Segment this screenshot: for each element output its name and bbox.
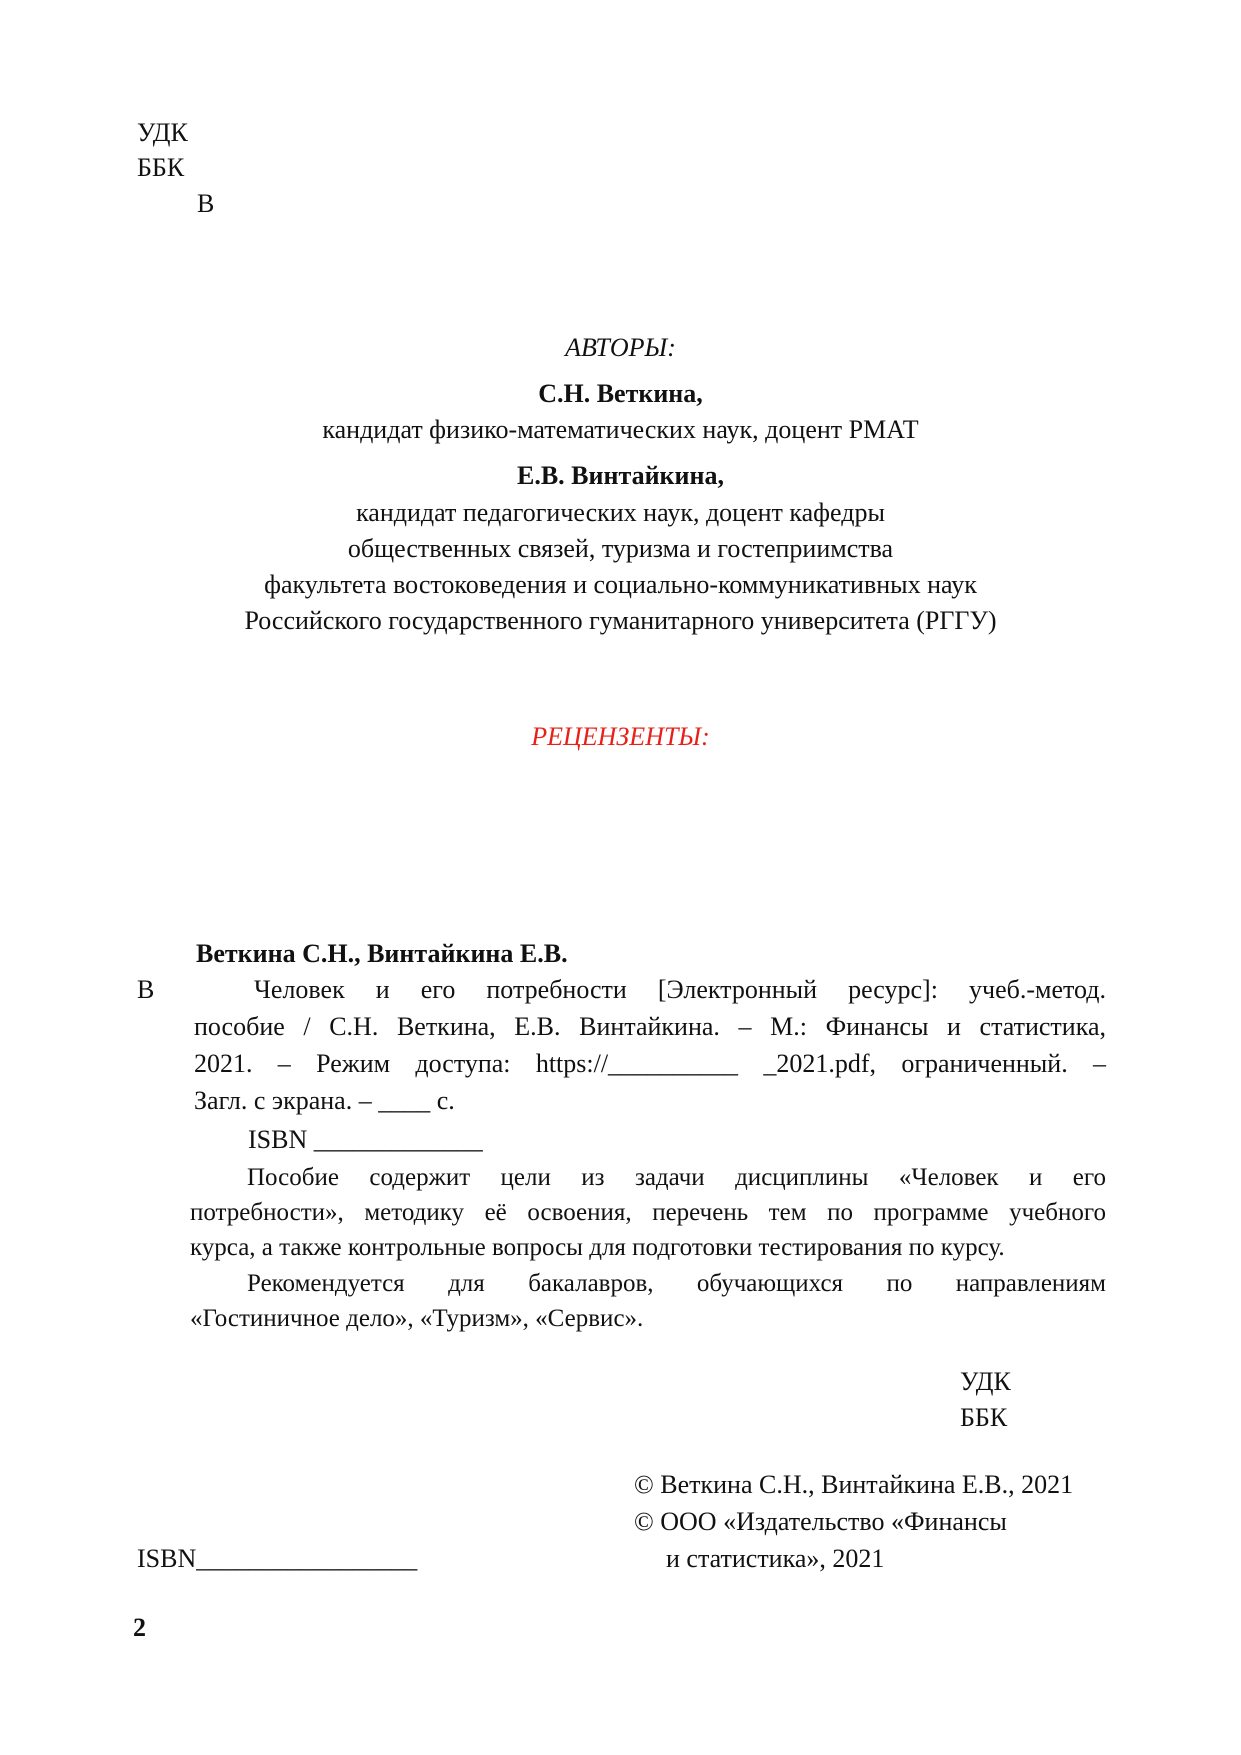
reviewers-heading: РЕЦЕНЗЕНТЫ: <box>531 722 710 751</box>
copyright-publisher-cont: и статистика», 2021 <box>666 1544 885 1573</box>
copyright-authors: © Веткина С.Н., Винтайкина Е.В., 2021 <box>634 1470 1074 1499</box>
page-number: 2 <box>133 1613 146 1642</box>
author2-title-line: факультета востоковедения и социально-коммуникативных наук <box>264 570 977 599</box>
copyright-publisher: © ООО «Издательство «Финансы <box>634 1507 1007 1536</box>
bibliography-author-mark: В <box>137 975 155 1004</box>
author2-title-line: Российского государственного гуманитарного университета (РГГУ) <box>244 606 997 635</box>
bibliography-authors: Веткина С.Н., Винтайкина Е.В. <box>196 939 568 968</box>
author2-title-line: общественных связей, туризма и гостеприимства <box>347 534 894 563</box>
bibliography-line: Человек и его потребности [Электронный ресурс]: учеб.-метод. <box>254 975 1106 1004</box>
annotation-line: потребности», методику её освоения, перечень тем по программе учебного <box>190 1199 1106 1226</box>
authors-heading: АВТОРЫ: <box>565 333 676 362</box>
author-mark-top: В <box>197 189 215 218</box>
udk-label-bottom: УДК <box>960 1367 1011 1396</box>
author2-name: Е.В. Винтайкина, <box>517 461 724 490</box>
author1-name: С.Н. Веткина, <box>538 379 703 408</box>
bbk-label-bottom: ББК <box>960 1403 1008 1432</box>
udk-label-top: УДК <box>137 118 188 147</box>
bibliography-line: 2021. – Режим доступа: https://__________ _2021.pdf, ограниченный. – <box>194 1049 1106 1078</box>
isbn-inline: ISBN _____________ <box>248 1125 483 1154</box>
annotation-line: Рекомендуется для бакалавров, обучающихся по направлениям <box>247 1270 1106 1297</box>
bibliography-line: пособие / С.Н. Веткина, Е.В. Винтайкина. – М.: Финансы и статистика, <box>194 1012 1106 1041</box>
annotation-line: курса, а также контрольные вопросы для подготовки тестирования по курсу. <box>190 1234 1005 1261</box>
author1-title: кандидат физико-математических наук, доцент РМАТ <box>322 415 919 444</box>
bbk-label-top: ББК <box>137 153 185 182</box>
isbn-bottom: ISBN_________________ <box>137 1544 418 1573</box>
annotation-line: «Гостиничное дело», «Туризм», «Сервис». <box>190 1305 644 1332</box>
author2-title-line: кандидат педагогических наук, доцент кафедры <box>356 498 885 527</box>
bibliography-line: Загл. с экрана. – ____ с. <box>194 1086 455 1115</box>
annotation-line: Пособие содержит цели из задачи дисциплины «Человек и его <box>247 1164 1106 1191</box>
